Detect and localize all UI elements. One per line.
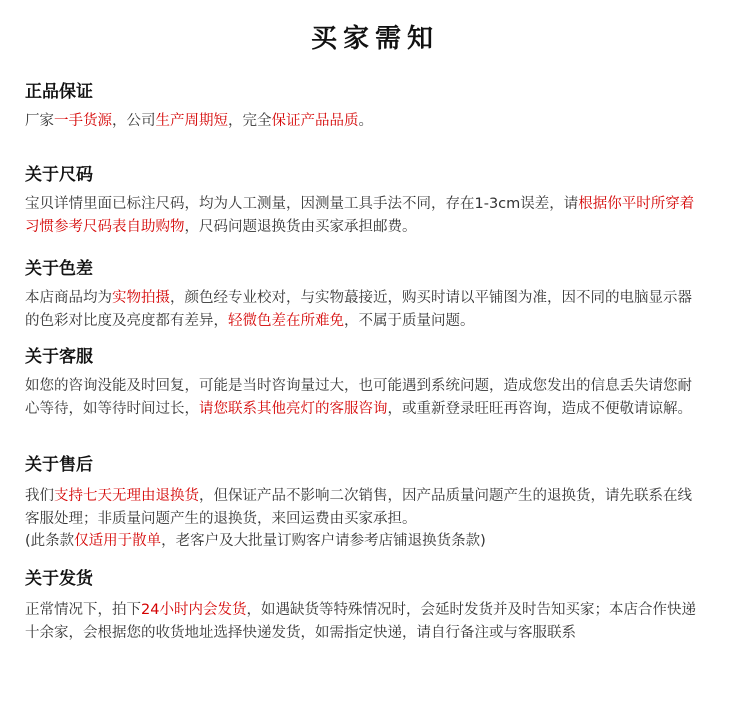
section-note: [25, 530, 700, 553]
body-text: ，如遇缺货等特殊情况时，会延时发货并及时告知买家；本店合作快递十余家，会根据您的收货地址选择快递发货，如需指定快递，请自行备注或与客服联系: [25, 602, 696, 641]
body-text: ，尺码问题退换货由买家承担邮费。: [184, 218, 417, 235]
body-text: ，公司: [112, 113, 156, 129]
highlight-text: 生产周期短: [155, 113, 228, 129]
body-text: 正常情况下，拍下: [25, 602, 141, 618]
section-paragraph: [25, 287, 700, 332]
section-heading: 关于客服: [25, 347, 93, 367]
section-paragraph: [25, 375, 700, 420]
section-paragraph: [25, 599, 700, 644]
body-text: ，但保证产品不影响二次销售，因产品质量问题产生的退换货，请先联系在线客服处理；非质量问题产生的退换货，来回运费由买家承担。: [25, 488, 692, 527]
body-text: ，不属于质量问题。: [344, 312, 475, 329]
section-authenticity: [25, 80, 700, 133]
section-heading: 关于尺码: [25, 165, 93, 185]
body-text: 如您的咨询没能及时回复，可能是当时咨询量过大，也可能遇到系统问题，造成您发出的信息丢失请您耐心等待，如等待时间过长，: [25, 378, 692, 417]
body-text: ，老客户及大批量订购客户请参考店铺退换货条款): [161, 533, 486, 549]
body-text: 。: [358, 113, 373, 129]
section-paragraph: [25, 193, 700, 238]
section-paragraph: [25, 110, 700, 133]
section-color-difference: [25, 257, 700, 332]
section-heading: 正品保证: [25, 82, 93, 102]
highlight-text: 一手货源: [54, 113, 112, 129]
section-size: [25, 163, 700, 238]
page-title: 买家需知: [310, 24, 439, 54]
section-heading: 关于发货: [25, 569, 93, 589]
body-text: (此条款: [25, 533, 75, 549]
highlight-text: 实物拍摄: [112, 290, 170, 306]
highlight-text: 支持七天无理由退换货: [54, 488, 199, 504]
body-text: 本店商品均为: [25, 290, 112, 306]
section-paragraph: [25, 485, 700, 530]
highlight-text: 仅适用于散单: [74, 533, 162, 549]
body-text: ，或重新登录旺旺再咨询，造成不便敬请谅解。: [387, 400, 692, 417]
highlight-text: 根据你平时所穿着习惯参考尺码表自助购物: [25, 196, 695, 235]
section-shipping: [25, 567, 700, 644]
body-text: 我们: [25, 488, 54, 504]
highlight-text: 24小时内会发货: [141, 602, 247, 618]
section-heading: 关于售后: [25, 455, 93, 475]
highlight-text: 轻微色差在所难免: [228, 312, 344, 329]
body-text: ，颜色经专业校对，与实物蕞接近，购买时请以平铺图为准，因不同的电脑显示器的色彩对比度及亮度都有差异，: [25, 290, 692, 329]
body-text: ，完全: [228, 113, 272, 129]
section-heading: 关于色差: [25, 259, 93, 279]
body-text: 宝贝详情里面已标注尺码，均为人工测量，因测量工具手法不同，存在1-3cm误差，请: [25, 196, 579, 212]
highlight-text: 请您联系其他亮灯的客服咨询: [199, 400, 388, 417]
section-after-sales: [25, 453, 700, 553]
highlight-text: 保证产品品质: [271, 113, 359, 129]
section-customer-service: [25, 345, 700, 420]
body-text: 厂家: [25, 113, 54, 129]
